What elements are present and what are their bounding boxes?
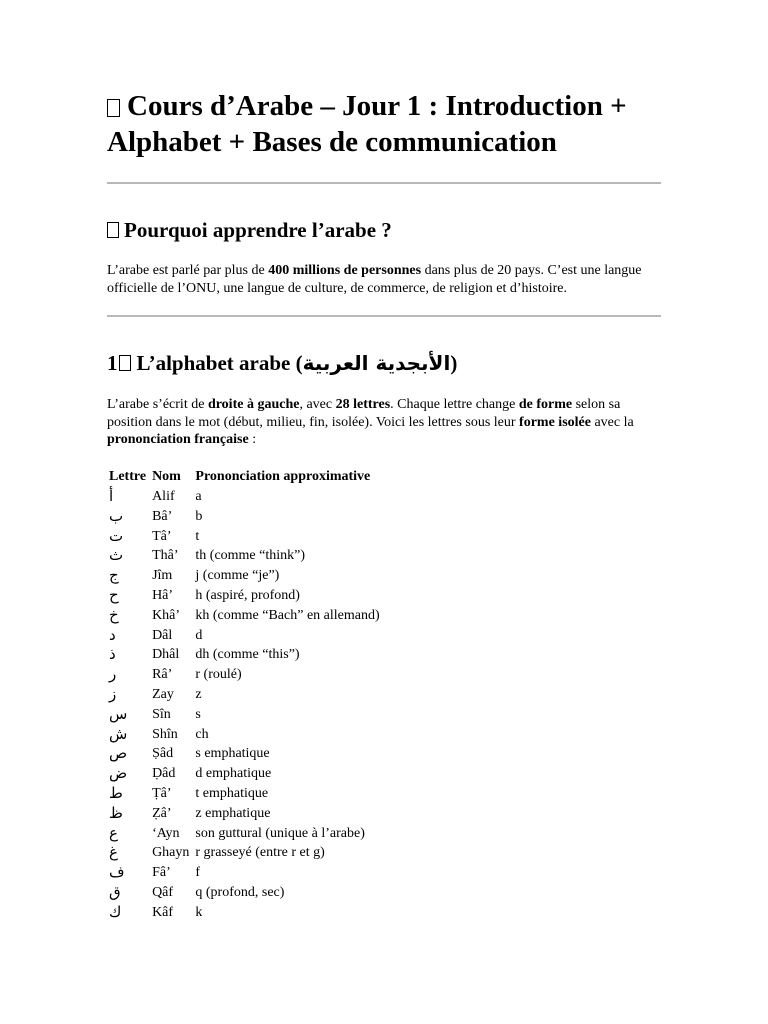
pronunciation-cell: b bbox=[195, 508, 203, 524]
name-cell: Ghayn bbox=[152, 845, 190, 861]
section-number: 1 bbox=[107, 351, 118, 375]
pronunciation-cell: z emphatique bbox=[195, 805, 271, 821]
name-cell: Dâl bbox=[152, 627, 173, 643]
letter-cell: ر bbox=[109, 665, 117, 684]
table-row bbox=[107, 606, 384, 626]
letter-cell: ب bbox=[109, 506, 124, 525]
pronunciation-cell: a bbox=[195, 489, 202, 504]
pronunciation-cell: s bbox=[195, 706, 201, 722]
pronunciation-cell: q (profond, sec) bbox=[195, 884, 285, 900]
table-row bbox=[107, 804, 384, 824]
name-cell: Shîn bbox=[152, 726, 178, 742]
text-run: L’arabe est parlé par plus de bbox=[107, 263, 269, 278]
pronunciation-cell: z bbox=[195, 686, 202, 702]
pronunciation-cell: son guttural (unique à l’arabe) bbox=[195, 825, 365, 841]
text-run: L’arabe s’écrit de bbox=[107, 397, 208, 412]
pronunciation-cell: t bbox=[195, 528, 200, 544]
pronunciation-cell: s emphatique bbox=[195, 746, 270, 762]
alphabet-table bbox=[107, 467, 384, 923]
table-row bbox=[107, 487, 384, 507]
name-cell: Ẓâ’ bbox=[152, 805, 172, 821]
name-cell: Ḍâd bbox=[152, 766, 176, 782]
letter-cell: س bbox=[109, 704, 128, 723]
table-row bbox=[107, 725, 384, 745]
table-row bbox=[107, 784, 384, 804]
alphabet-intro-paragraph bbox=[107, 396, 663, 449]
column-header-lettre: Lettre bbox=[109, 469, 147, 484]
table-row bbox=[107, 883, 384, 903]
text-run: , avec bbox=[299, 397, 336, 412]
section-heading-arabic-text: الأبجدية العربية bbox=[302, 351, 451, 375]
bold-text: prononciation française bbox=[107, 432, 249, 447]
letter-cell: ع bbox=[109, 823, 118, 842]
letter-cell: ث bbox=[109, 546, 124, 565]
name-cell: Ṣâd bbox=[152, 746, 174, 762]
letter-cell: ح bbox=[109, 585, 119, 604]
table-header-row bbox=[107, 467, 384, 487]
text-run: . Chaque lettre change bbox=[390, 397, 519, 412]
name-cell: Alif bbox=[152, 489, 175, 504]
table-row bbox=[107, 764, 384, 784]
flag-icon bbox=[107, 99, 120, 117]
letter-cell: ت bbox=[109, 526, 124, 545]
divider bbox=[107, 315, 661, 317]
pronunciation-cell: d emphatique bbox=[195, 766, 272, 782]
name-cell: Fâ’ bbox=[152, 865, 171, 881]
bold-text: droite à gauche bbox=[207, 397, 300, 412]
pronunciation-cell: d bbox=[195, 627, 203, 643]
letter-cell: ط bbox=[109, 783, 123, 802]
pronunciation-cell: r (roulé) bbox=[195, 667, 242, 683]
column-header-prononciation: Prononciation approximative bbox=[195, 469, 371, 484]
section-heading-alphabet bbox=[107, 349, 457, 377]
letter-cell: أ bbox=[109, 487, 114, 505]
name-cell: Kâf bbox=[152, 904, 174, 920]
text-run: avec la bbox=[590, 414, 634, 430]
page-title bbox=[107, 88, 677, 160]
pronunciation-cell: k bbox=[195, 904, 203, 920]
letter-cell: ص bbox=[109, 744, 128, 763]
name-cell: Hâ’ bbox=[152, 587, 174, 603]
page-title-text: Cours d’Arabe – Jour 1 : Introduction + Alphabet + Bases de communication bbox=[107, 90, 627, 158]
pronunciation-cell: t emphatique bbox=[195, 785, 269, 801]
name-cell: Qâf bbox=[152, 884, 174, 900]
table-row bbox=[107, 705, 384, 725]
letter-cell: ض bbox=[109, 764, 128, 783]
letter-cell: خ bbox=[109, 605, 119, 624]
table-row bbox=[107, 507, 384, 527]
pronunciation-cell: h (aspiré, profond) bbox=[195, 587, 300, 603]
pronunciation-cell: th (comme “think”) bbox=[195, 548, 306, 564]
table-row bbox=[107, 843, 384, 863]
info-icon bbox=[107, 222, 119, 238]
table-row bbox=[107, 645, 384, 665]
table-row bbox=[107, 546, 384, 566]
section-heading-why bbox=[107, 216, 392, 244]
letter-cell: ق bbox=[109, 882, 121, 901]
text-run: selon sa position dans le mot (début, milieu, fin, isolée). Voici les lettres sous leur bbox=[107, 397, 621, 430]
letter-cell: ك bbox=[109, 902, 122, 921]
bold-text: 28 lettres bbox=[335, 397, 391, 412]
pronunciation-cell: j (comme “je”) bbox=[195, 568, 280, 584]
pronunciation-cell: f bbox=[195, 865, 201, 881]
name-cell: ‘Ayn bbox=[152, 825, 180, 841]
table-row bbox=[107, 744, 384, 764]
letter-cell: ذ bbox=[109, 645, 116, 664]
pronunciation-cell: ch bbox=[195, 726, 209, 742]
alphabet-table-body bbox=[107, 487, 384, 923]
pronunciation-cell: dh (comme “this”) bbox=[195, 647, 300, 663]
letter-cell: د bbox=[109, 625, 116, 644]
bold-text: 400 millions de personnes bbox=[268, 263, 422, 278]
name-cell: Ṭâ’ bbox=[152, 785, 172, 801]
table-row bbox=[107, 626, 384, 646]
name-cell: Jîm bbox=[152, 568, 173, 584]
name-cell: Tâ’ bbox=[152, 528, 172, 544]
table-row bbox=[107, 586, 384, 606]
bold-text: forme isolée bbox=[519, 414, 591, 430]
letter-cell: ظ bbox=[109, 803, 123, 822]
table-row bbox=[107, 566, 384, 586]
table-row bbox=[107, 527, 384, 547]
letter-cell: غ bbox=[109, 843, 118, 862]
name-cell: Dhâl bbox=[152, 647, 180, 663]
section-heading-alphabet-text: L’alphabet arabe ( bbox=[136, 351, 303, 375]
why-paragraph bbox=[107, 262, 663, 297]
closing-paren: ) bbox=[450, 351, 458, 375]
letter-cell: ج bbox=[109, 566, 119, 585]
name-cell: Bâ’ bbox=[152, 508, 173, 524]
letter-cell: ز bbox=[109, 684, 117, 703]
text-run: : bbox=[248, 432, 257, 447]
name-cell: Sîn bbox=[152, 706, 171, 722]
pronunciation-cell: r grasseyé (entre r et g) bbox=[195, 845, 325, 861]
name-cell: Khâ’ bbox=[152, 607, 181, 623]
name-cell: Zay bbox=[152, 686, 174, 702]
column-header-nom: Nom bbox=[152, 469, 181, 484]
divider bbox=[107, 182, 661, 184]
letter-cell: ش bbox=[109, 724, 128, 743]
table-row bbox=[107, 824, 384, 844]
table-row bbox=[107, 685, 384, 705]
name-cell: Râ’ bbox=[152, 667, 173, 683]
table-row bbox=[107, 863, 384, 883]
keycap-icon bbox=[119, 355, 131, 371]
name-cell: Thâ’ bbox=[152, 548, 179, 564]
table-row bbox=[107, 665, 384, 685]
bold-text: de forme bbox=[518, 397, 573, 412]
text-run: dans plus de 20 pays. C’est une langue officielle de l’ONU, une langue de culture, de commerce, de religion et d’histoire. bbox=[107, 263, 642, 296]
table-row bbox=[107, 903, 384, 923]
letter-cell: ف bbox=[109, 863, 125, 882]
pronunciation-cell: kh (comme “Bach” en allemand) bbox=[195, 607, 380, 623]
section-heading-why-text: Pourquoi apprendre l’arabe ? bbox=[124, 218, 392, 242]
